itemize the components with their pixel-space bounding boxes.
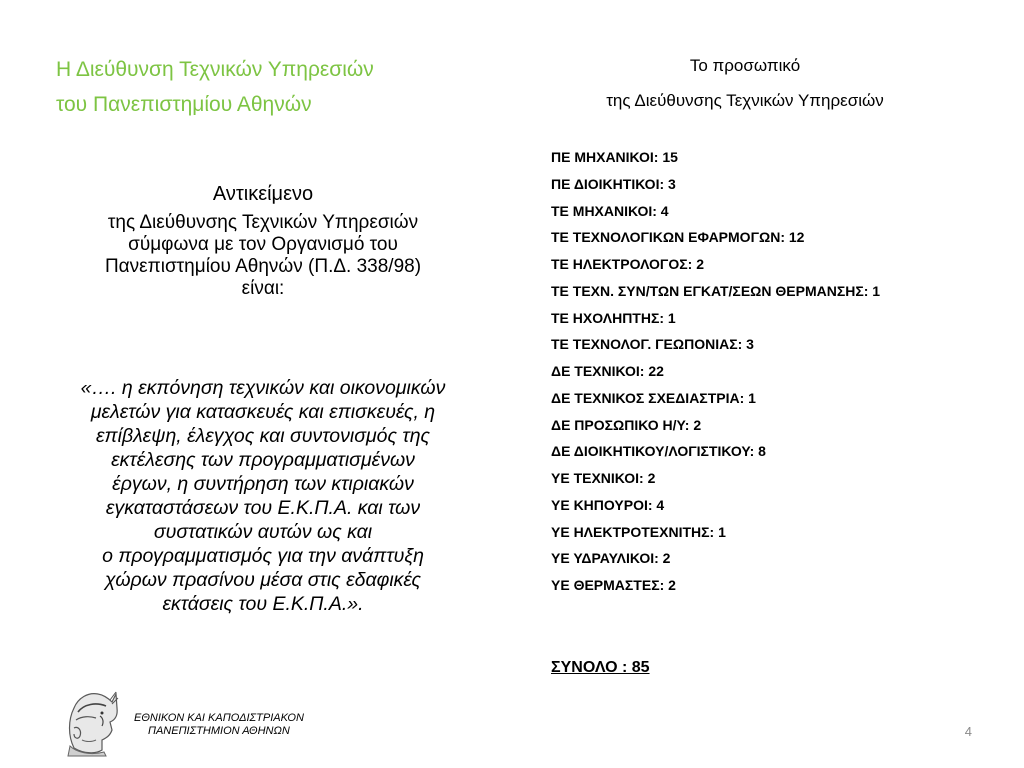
staff-list-item: ΠΕ ΜΗΧΑΝΙΚΟΙ: 15 bbox=[551, 149, 678, 165]
title-line-2: του Πανεπιστημίου Αθηνών bbox=[56, 93, 312, 116]
subject-heading: Αντικείμενο bbox=[212, 183, 314, 205]
staff-list-item: ΥΕ ΥΔΡΑΥΛΙΚΟΙ: 2 bbox=[551, 550, 671, 567]
staff-list-item: ΥΕ ΤΕΧΝΙΚΟΙ: 2 bbox=[551, 470, 656, 486]
quote-line: εγκαταστάσεων του Ε.Κ.Π.Α. και των bbox=[105, 497, 421, 519]
quote-line: χώρων πρασίνου μέσα στις εδαφικές bbox=[105, 569, 421, 591]
staff-list-item: ΔΕ ΤΕΧΝΙΚΟΙ: 22 bbox=[551, 363, 664, 379]
quote-line: ο προγραμματισμός για την ανάπτυξη bbox=[102, 545, 424, 567]
staff-list-item: ΤΕ ΤΕΧΝΟΛΟΓΙΚΩΝ ΕΦΑΡΜΟΓΩΝ: 12 bbox=[551, 229, 805, 246]
university-name-line-1: ΕΘΝΙΚΟΝ ΚΑΙ ΚΑΠΟΔΙΣΤΡΙΑΚΟΝ bbox=[134, 712, 304, 724]
subject-block bbox=[38, 180, 488, 300]
title-line-1: Η Διεύθυνση Τεχνικών Υπηρεσιών bbox=[56, 58, 374, 81]
staff-heading-line-1: Το προσωπικό bbox=[689, 56, 801, 75]
staff-list-item: ΥΕ ΗΛΕΚΤΡΟΤΕΧΝΙΤΗΣ: 1 bbox=[551, 523, 726, 540]
staff-list bbox=[551, 147, 880, 602]
subject-line-3: Πανεπιστημίου Αθηνών (Π.Δ. 338/98) bbox=[104, 256, 422, 277]
subject-line-2: σύμφωνα με τον Οργανισμό του bbox=[128, 234, 398, 255]
staff-list-item: ΥΕ ΚΗΠΟΥΡΟΙ: 4 bbox=[551, 496, 665, 513]
quote-line: εκτάσεις του Ε.Κ.Π.Α.». bbox=[162, 593, 364, 615]
subject-line-4: είναι: bbox=[241, 278, 285, 299]
staff-list-item: ΤΕ ΗΧΟΛΗΠΤΗΣ: 1 bbox=[551, 309, 676, 326]
athena-head-logo-icon bbox=[60, 686, 122, 758]
staff-list-item: ΔΕ ΠΡΟΣΩΠΙΚΟ Η/Υ: 2 bbox=[551, 416, 702, 433]
staff-list-item: ΥΕ ΘΕΡΜΑΣΤΕΣ: 2 bbox=[551, 577, 676, 593]
staff-list-item: ΤΕ ΗΛΕΚΤΡΟΛΟΓΟΣ: 2 bbox=[551, 256, 704, 272]
mission-quote bbox=[38, 376, 488, 616]
university-name bbox=[134, 712, 338, 738]
quote-line: «…. η εκπόνηση τεχνικών και οικονομικών bbox=[80, 377, 446, 399]
quote-line: συστατικών αυτών ως και bbox=[153, 521, 373, 543]
quote-line: έργων, η συντήρηση των κτιριακών bbox=[112, 473, 414, 495]
page-number: 4 bbox=[964, 724, 972, 739]
staff-list-item: ΤΕ ΤΕΧΝ. ΣΥΝ/ΤΩΝ ΕΓΚΑΤ/ΣΕΩΝ ΘΕΡΜΑΝΣΗΣ: 1 bbox=[551, 282, 881, 299]
page-title bbox=[56, 52, 496, 122]
quote-line: μελετών για κατασκευές και επισκευές, η bbox=[90, 401, 436, 423]
staff-total: ΣΥΝΟΛΟ : 85 bbox=[551, 659, 650, 676]
staff-list-item: ΠΕ ΔΙΟΙΚΗΤΙΚΟΙ: 3 bbox=[551, 175, 676, 192]
staff-heading-line-2: της Διεύθυνσης Τεχνικών Υπηρεσιών bbox=[606, 91, 884, 110]
quote-line: εκτέλεσης των προγραμματισμένων bbox=[111, 449, 415, 471]
subject-line-1: της Διεύθυνσης Τεχνικών Υπηρεσιών bbox=[107, 212, 419, 233]
staff-list-item: ΔΕ ΔΙΟΙΚΗΤΙΚΟΥ/ΛΟΓΙΣΤΙΚΟΥ: 8 bbox=[551, 443, 766, 460]
staff-list-item: ΔΕ ΤΕΧΝΙΚΟΣ ΣΧΕΔΙΑΣΤΡΙΑ: 1 bbox=[551, 389, 756, 406]
staff-list-item: ΤΕ ΤΕΧΝΟΛΟΓ. ΓΕΩΠΟΝΙΑΣ: 3 bbox=[551, 336, 754, 353]
staff-list-item: ΤΕ ΜΗΧΑΝΙΚΟΙ: 4 bbox=[551, 202, 669, 219]
university-name-line-2: ΠΑΝΕΠΙΣΤΗΜΙΟΝ ΑΘΗΝΩΝ bbox=[148, 725, 290, 737]
quote-line: επίβλεψη, έλεγχος και συντονισμός της bbox=[95, 425, 430, 447]
